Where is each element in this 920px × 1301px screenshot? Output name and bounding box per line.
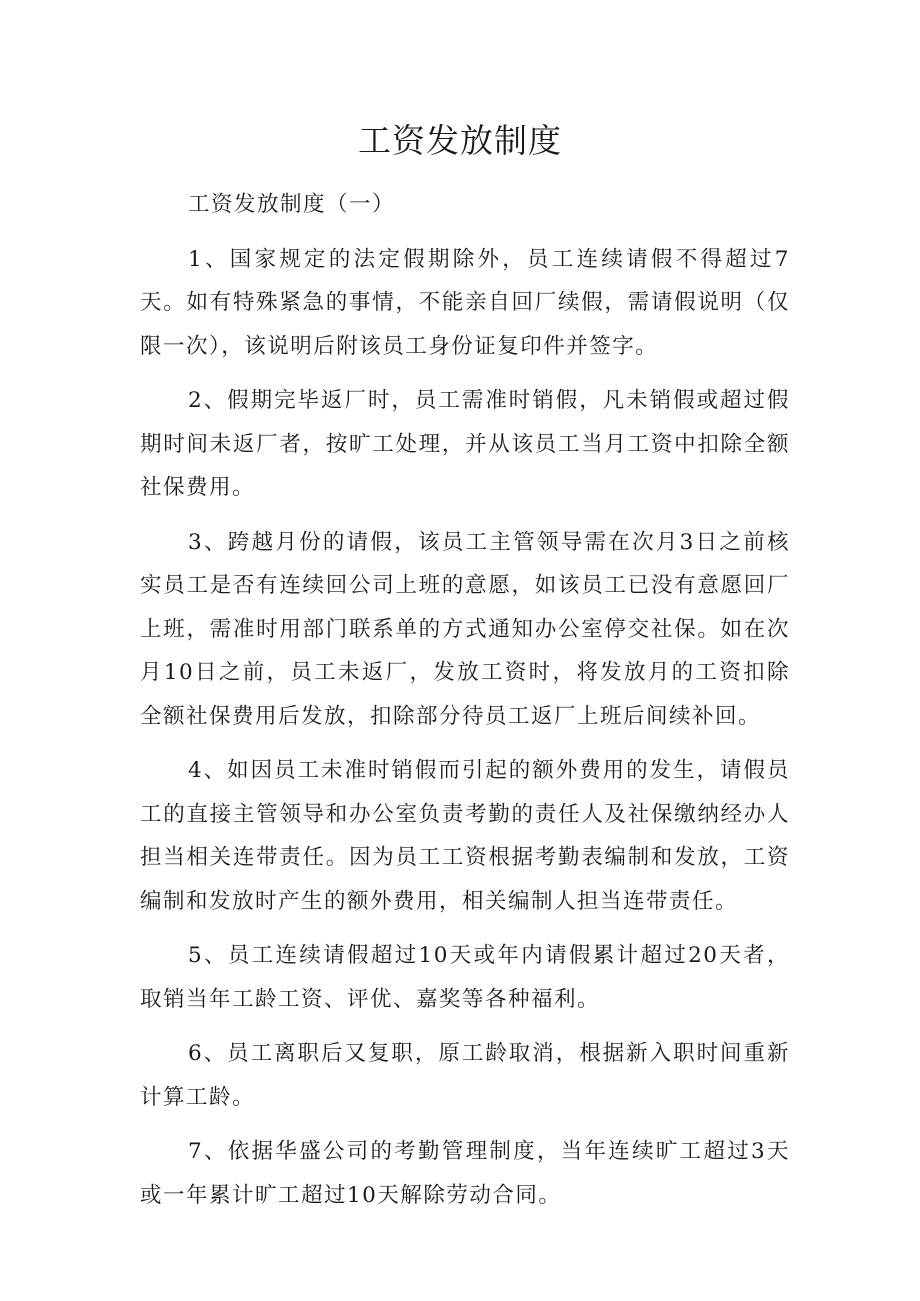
paragraph-7: 7、依据华盛公司的考勤管理制度，当年连续旷工超过3天或一年累计旷工超过10天解除劳动合同。 bbox=[140, 1139, 790, 1208]
section-subtitle: 工资发放制度（一） bbox=[188, 192, 396, 217]
document-title: 工资发放制度 bbox=[358, 121, 562, 160]
paragraph-5: 5、员工连续请假超过10天或年内请假累计超过20天者，取销当年工龄工资、评优、嘉奖等各种福利。 bbox=[140, 943, 790, 1012]
paragraph-3: 3、跨越月份的请假，该员工主管领导需在次月3日之前核实员工是否有连续回公司上班的意愿，如该员工已没有意愿回厂上班，需准时用部门联系单的方式通知办公室停交社保。如在次月10日之前，员工未返厂，发放工资时，将发放月的工资扣除全额社保费用后发放，扣除部分待员工返厂上班后间续补回。 bbox=[140, 529, 790, 729]
paragraph-2: 2、假期完毕返厂时，员工需准时销假，凡未销假或超过假期时间未返厂者，按旷工处理，并从该员工当月工资中扣除全额社保费用。 bbox=[140, 388, 790, 500]
document-body bbox=[140, 183, 790, 1217]
paragraph-1: 1、国家规定的法定假期除外，员工连续请假不得超过7天。如有特殊紧急的事情，不能亲自回厂续假，需请假说明（仅限一次），该说明后附该员工身份证复印件并签字。 bbox=[140, 246, 790, 359]
paragraph-6: 6、员工离职后又复职，原工龄取消，根据新入职时间重新计算工龄。 bbox=[140, 1041, 790, 1110]
paragraph-4: 4、如因员工未准时销假而引起的额外费用的发生，请假员工的直接主管领导和办公室负责考勤的责任人及社保缴纳经办人担当相关连带责任。因为员工工资根据考勤表编制和发放，工资编制和发放时产生的额外费用，相关编制人担当连带责任。 bbox=[140, 758, 790, 914]
